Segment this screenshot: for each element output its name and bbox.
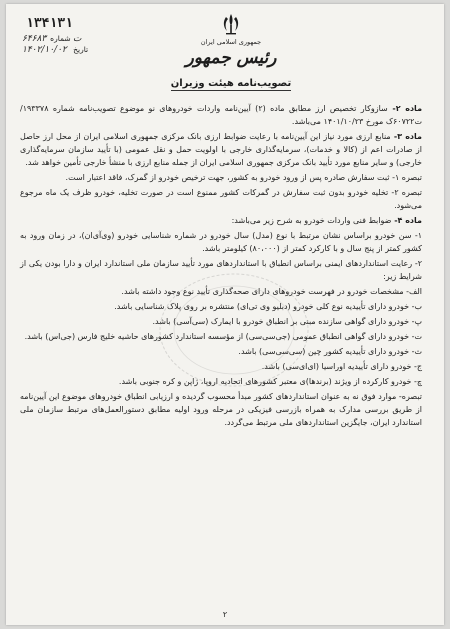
- body-paragraph: [20, 300, 422, 313]
- date-label: تاریخ: [73, 45, 89, 54]
- paragraph-text: ت- خودرو دارای گواهی انطباق عمومی (جی‌سی‌سی) از مؤسسه استاندارد کشورهای حاشیه خلیج فارس (جی‌اس) باشد.: [24, 332, 422, 341]
- paragraph-text: ب- خودرو دارای تأییدیه نوع کلی خودرو (دبلیو وی تی‌ای) منتشره بر روی پلاک شناسایی باشد.: [114, 302, 422, 311]
- body-paragraph: [20, 375, 422, 388]
- document-number: ۱۳۴۱۳۱: [26, 16, 73, 31]
- paragraph-text: ۱- سن خودرو براساس نشان مرتبط با نوع (مدل) سال خودرو در شماره شناسایی خودرو (وی‌آی‌ان)، در زمان ورود به کشور کمتر از پنج سال و با کارکرد کمتر از (۸۰،۰۰۰) کیلومتر باشد.: [20, 231, 422, 253]
- body-paragraph: [20, 229, 422, 255]
- paragraph-text: سازوکار تخصیص ارز مطابق ماده (۲) آیین‌نامه واردات خودروهای نو موضوع تصویب‌نامه شماره ۱۹۳۳۷۸/ت۶۰۷۲۲ک مورخ ۱۴۰۱/۱۰/۲۳ می‌باشد.: [20, 104, 422, 126]
- paragraph-text: منابع ارزی مورد نیاز این آیین‌نامه با رعایت ضوابط ارزی بانک مرکزی جمهوری اسلامی ایران از محل ارز حاصل از صادرات اعم از (کالا و خدمات)، سرمایه‌گذاری خارجی با اولویت حمل و نقل عمومی (با تأیید سازمان سرمایه‌گذاری خارجی) و سایر منابع مورد تأیید بانک مرکزی جمهوری اسلامی ایران از جمله منابع ارزی با منشأ خارجی تأمین خواهد شد.: [20, 132, 422, 167]
- body-paragraph: [20, 315, 422, 328]
- article-heading: ماده ۴-: [391, 216, 422, 225]
- date-row: [22, 45, 88, 55]
- paragraph-text: ضوابط فنی واردات خودرو به شرح زیر می‌باشد:: [231, 216, 392, 225]
- page-subtitle: تصویب‌نامه هیئت وزیران: [170, 78, 292, 89]
- paragraph-text: پ- خودرو دارای گواهی سازنده مبنی بر انطباق خودرو با ایمارک (سی‌آسی) باشد.: [152, 317, 422, 326]
- body-paragraph: [20, 257, 422, 283]
- document-body: [20, 102, 422, 429]
- republic-line: جمهوری اسلامی ایران: [200, 38, 262, 46]
- paragraph-text: ۲- رعایت استانداردهای ایمنی براساس انطباق با استانداردهای مورد تأیید سازمان ملی استاندارد ایران و دارا بودن یکی از شرایط زیر:: [20, 259, 422, 281]
- body-paragraph: [20, 130, 422, 169]
- iran-emblem-icon: [220, 12, 242, 36]
- paragraph-text: تبصره ۱- ثبت سفارش صادره پس از ورود خودرو به کشور، جهت ترخیص خودرو از گمرک، فاقد اعتبار است.: [65, 173, 422, 182]
- page-number: ۲: [222, 610, 228, 619]
- body-paragraph: [20, 214, 422, 227]
- number-row: [22, 34, 82, 44]
- body-paragraph: [20, 330, 422, 343]
- body-paragraph: [20, 171, 422, 184]
- paragraph-text: تبصره- موارد فوق نه به عنوان استانداردهای کشور مبدأ محسوب گردیده و ارزیابی انطباق خودروهای موضوع این آیین‌نامه از طریق بررسی مدارک به همراه بازرسی فیزیکی در مرحله ورود اولیه مطابق دستورالعمل‌های مرتبط سازمان ملی استاندارد ایران، جایگزین استانداردهای ملی مرتبط می‌گردد.: [20, 392, 422, 427]
- body-paragraph: [20, 102, 422, 128]
- paragraph-text: الف- مشخصات خودرو در فهرست خودروهای دارای صحه‌گذاری تأیید نوع وجود داشته باشد.: [121, 287, 422, 296]
- date-value: ۱۴۰۲/۱۰/۰۲: [22, 45, 67, 55]
- document-page: [6, 4, 444, 625]
- body-paragraph: [20, 390, 422, 429]
- body-paragraph: [20, 186, 422, 212]
- paragraph-text: ث- خودرو دارای تأییدیه کشور چین (سی‌سی‌سی) باشد.: [238, 347, 422, 356]
- paragraph-text: چ- خودرو کارکرده از ویژند (برندها)ی معتبر کشورهای اتحادیه اروپا، ژاپن و کره جنوبی باشد.: [118, 377, 422, 386]
- body-paragraph: [20, 285, 422, 298]
- number-label: شماره: [50, 34, 71, 43]
- article-heading: ماده ۳-: [390, 132, 422, 141]
- paragraph-text: تبصره ۲- تخلیه خودرو بدون ثبت سفارش در گمرکات کشور ممنوع است در صورت تخلیه، خودرو ظرف یک ماه مرجوع می‌شود.: [20, 188, 422, 210]
- paragraph-text: ج- خودرو دارای تأییدیه اوراسیا (ای‌ای‌سی) باشد.: [261, 362, 422, 371]
- body-paragraph: [20, 345, 422, 358]
- body-paragraph: [20, 360, 422, 373]
- page-title: رئیس جمهور: [185, 48, 277, 68]
- article-heading: ماده ۲-: [387, 104, 423, 113]
- number-value: ۶۴۶۸۳ت: [22, 34, 82, 44]
